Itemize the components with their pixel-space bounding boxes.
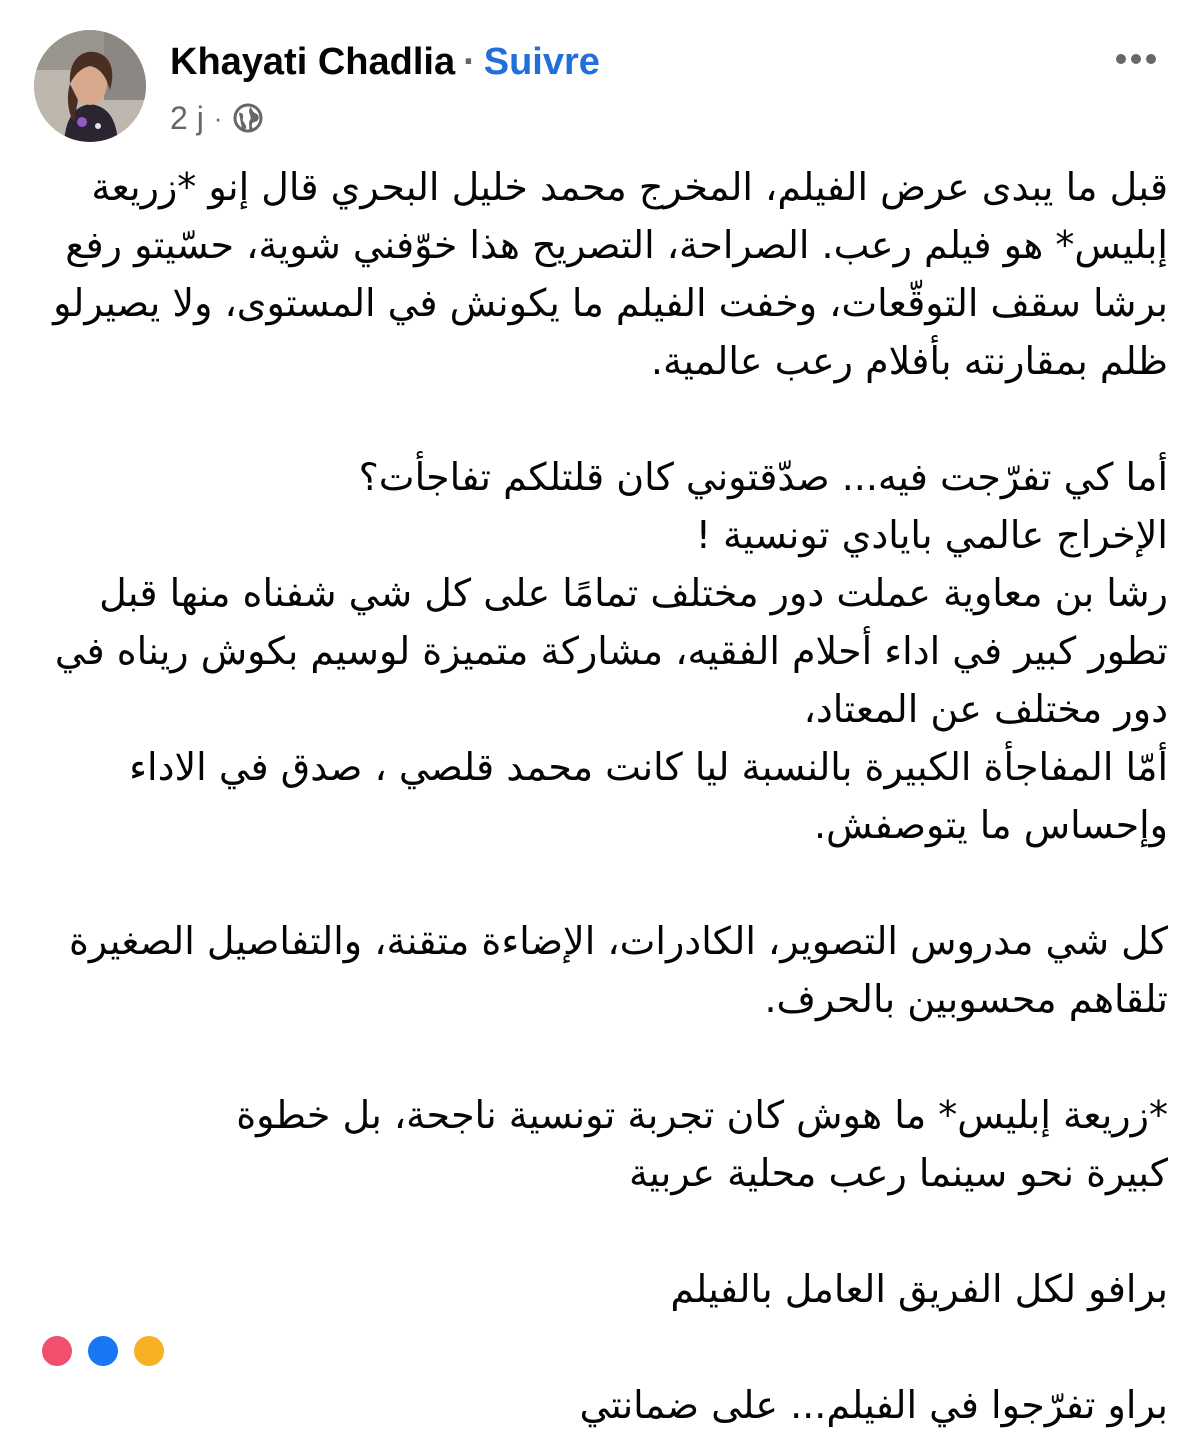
post-line: أمّا المفاجأة الكبيرة بالنسبة ليا كانت محمد قلصي ، صدق في الاداء [129, 745, 1168, 789]
post-meta [170, 96, 264, 140]
globe-icon[interactable] [232, 102, 264, 134]
post-line: برشا سقف التوقّعات، وخفت الفيلم ما يكونش في المستوى، ولا يصيرلو [53, 281, 1168, 325]
post-line: براو تفرّجوا في الفيلم... على ضمانتي [579, 1383, 1168, 1427]
post-line: قبل ما يبدى عرض الفيلم، المخرج محمد خليل البحري قال إنو *زريعة [91, 165, 1168, 209]
post-header [34, 30, 1166, 146]
post-line: رشا بن معاوية عملت دور مختلف تمامًا على كل شي شفناه منها قبل [99, 571, 1168, 615]
author-line [170, 38, 600, 86]
post-paragraph [56, 448, 1168, 854]
meta-separator: · [213, 102, 223, 133]
post-line: أما كي تفرّجت فيه... صدّقتوني كان قلتلكم تفاجأت؟ [358, 455, 1168, 499]
post-time[interactable]: 2 j [170, 99, 204, 136]
love-reaction-icon[interactable] [40, 1334, 74, 1368]
paragraph-gap [56, 1028, 1168, 1086]
post-paragraph [56, 912, 1168, 1028]
author-name[interactable]: Khayati Chadlia [170, 41, 456, 83]
post-line: كل شي مدروس التصوير، الكادرات، الإضاءة متقنة، والتفاصيل الصغيرة [69, 919, 1168, 963]
paragraph-gap [56, 390, 1168, 448]
post-line: كبيرة نحو سينما رعب محلية عربية [628, 1151, 1168, 1195]
follow-button[interactable]: Suivre [483, 41, 600, 83]
post-line: الإخراج عالمي بايادي تونسية ! [695, 513, 1168, 557]
paragraph-gap [56, 1318, 1168, 1376]
post-line: ظلم بمقارنته بأفلام رعب عالمية. [650, 339, 1168, 383]
post-line: تلقاهم محسوبين بالحرف. [764, 977, 1168, 1021]
post-paragraph [56, 1376, 1168, 1434]
post-line: دور مختلف عن المعتاد، [803, 687, 1168, 731]
paragraph-gap [56, 1202, 1168, 1260]
post-line: وإحساس ما يتوصفش. [813, 803, 1168, 847]
paragraph-gap [56, 854, 1168, 912]
separator-dot: · [463, 41, 476, 83]
reaction-summary[interactable] [40, 1334, 178, 1364]
haha-reaction-icon[interactable] [132, 1334, 166, 1368]
post-line: تطور كبير في اداء أحلام الفقيه، مشاركة متميزة لوسيم بكوش ريناه في [54, 629, 1168, 673]
post-paragraph [53, 158, 1168, 390]
more-options-icon[interactable] [1112, 44, 1160, 74]
post-paragraph [56, 1260, 1168, 1318]
post-line: *زريعة إبليس* ما هوش كان تجربة تونسية ناجحة، بل خطوة [236, 1093, 1168, 1137]
post-text [53, 158, 1168, 1434]
like-reaction-icon[interactable] [86, 1334, 120, 1368]
post-line: إبليس* هو فيلم رعب. الصراحة، التصريح هذا خوّفني شوية، حسّيتو رفع [65, 223, 1168, 267]
avatar[interactable] [34, 30, 146, 142]
post-line: برافو لكل الفريق العامل بالفيلم [670, 1267, 1168, 1311]
avatar-photo [34, 30, 146, 142]
post-paragraph [56, 1086, 1168, 1202]
